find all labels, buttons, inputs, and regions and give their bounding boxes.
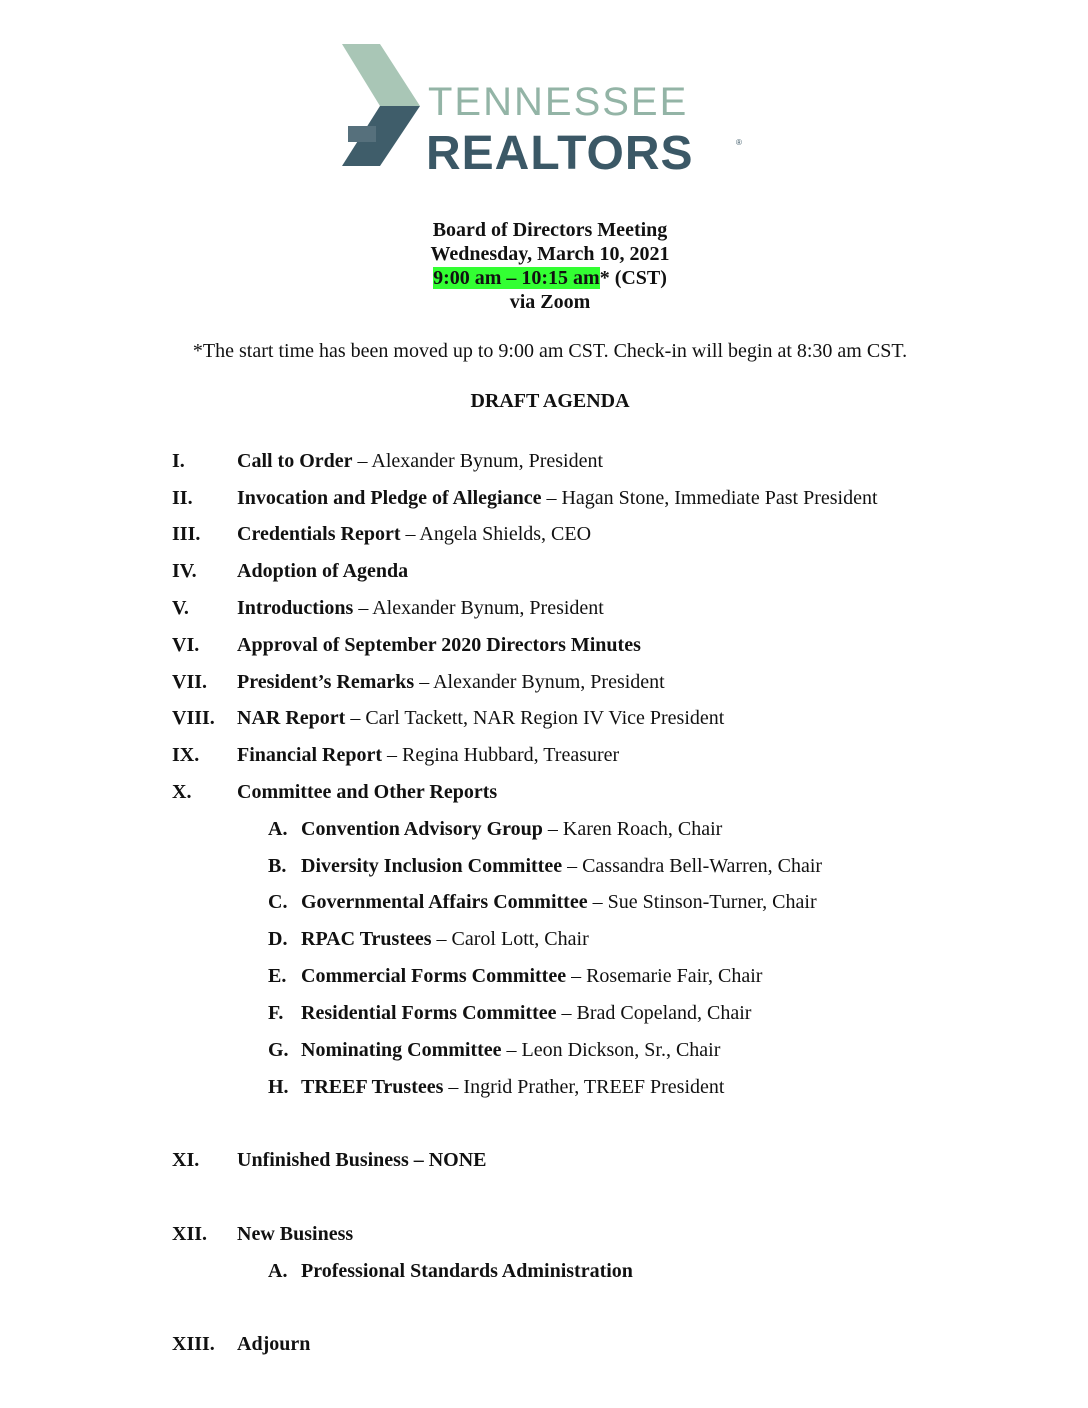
agenda-item-title: Introductions	[237, 597, 354, 619]
agenda-item-title: NAR Report	[237, 707, 346, 729]
agenda-item-title: Committee and Other Reports	[237, 781, 498, 803]
agenda-item-title: Adoption of Agenda	[237, 560, 409, 582]
subitem-letter: F.	[268, 1002, 284, 1024]
agenda-item-title: Financial Report	[237, 744, 382, 766]
agenda-item-detail: – Alexander Bynum, President	[352, 450, 604, 472]
agenda-title: DRAFT AGENDA	[470, 390, 630, 412]
subitem-title: RPAC Trustees	[301, 928, 432, 950]
subitem-detail: – Sue Stinson-Turner, Chair	[587, 891, 817, 913]
agenda-item-detail: – Regina Hubbard, Treasurer	[382, 744, 620, 766]
agenda-item-title: President’s Remarks	[237, 671, 415, 693]
meeting-header	[0, 218, 1088, 314]
agenda-item-detail: – Angela Shields, CEO	[400, 523, 592, 545]
subitem-letter: D.	[268, 928, 288, 950]
subitem-detail: – Brad Copeland, Chair	[556, 1002, 752, 1024]
agenda-item-number: XI.	[172, 1149, 200, 1171]
meeting-title: Board of Directors Meeting	[432, 219, 668, 241]
subitem-title: Convention Advisory Group	[301, 818, 543, 840]
subitem-title: Professional Standards Administration	[301, 1260, 633, 1282]
subitem-detail: – Leon Dickson, Sr., Chair	[501, 1039, 721, 1061]
subitem-title: TREEF Trustees	[301, 1076, 444, 1098]
meeting-time-suffix: * (CST)	[599, 267, 667, 289]
agenda-item-number: V.	[172, 597, 189, 619]
subitem-title: Nominating Committee	[301, 1039, 502, 1061]
meeting-time-highlight: 9:00 am – 10:15 am	[433, 267, 600, 289]
subitem-detail: – Ingrid Prather, TREEF President	[443, 1076, 725, 1098]
agenda-item-number: VI.	[172, 634, 200, 656]
logo-text-realtors: REALTORS	[426, 127, 694, 180]
subitem-detail: – Rosemarie Fair, Chair	[566, 965, 763, 987]
agenda-item-number: I.	[172, 450, 185, 472]
subitem-title: Commercial Forms Committee	[301, 965, 567, 987]
agenda-item-title: Approval of September 2020 Directors Minutes	[237, 634, 641, 656]
agenda-item-title: Adjourn	[237, 1333, 311, 1355]
agenda-item-detail: – Alexander Bynum, President	[414, 671, 665, 693]
agenda-item-number: IX.	[172, 744, 200, 766]
subitem-detail: – Carol Lott, Chair	[431, 928, 589, 950]
agenda-item-number: VIII.	[172, 707, 215, 729]
logo-text-tennessee: TENNESSEE	[428, 80, 689, 124]
subitem-letter: C.	[268, 891, 288, 913]
agenda-item-title: New Business	[237, 1223, 354, 1245]
subitem-letter: H.	[268, 1076, 289, 1098]
agenda-item-detail: – Carl Tackett, NAR Region IV Vice President	[345, 707, 725, 729]
agenda-item-title: Call to Order	[237, 450, 353, 472]
subitem-title: Residential Forms Committee	[301, 1002, 557, 1024]
subitem-letter: A.	[268, 818, 288, 840]
agenda-item-number: VII.	[172, 671, 208, 693]
subitem-detail: – Karen Roach, Chair	[542, 818, 723, 840]
agenda-item-number: XII.	[172, 1223, 208, 1245]
agenda-item-number: II.	[172, 487, 193, 509]
start-time-note: *The start time has been moved up to 9:00 am CST. Check-in will begin at 8:30 am CST.	[192, 340, 908, 362]
subitem-letter: E.	[268, 965, 287, 987]
agenda-item-number: IV.	[172, 560, 197, 582]
meeting-location: via Zoom	[509, 291, 591, 313]
subitem-title: Governmental Affairs Committee	[301, 891, 588, 913]
agenda-item-number: XIII.	[172, 1333, 215, 1355]
subitem-title: Diversity Inclusion Committee	[301, 855, 563, 877]
agenda-item-detail: – Hagan Stone, Immediate Past President	[541, 487, 878, 509]
meeting-date: Wednesday, March 10, 2021	[430, 243, 670, 265]
agenda-item-number: III.	[172, 523, 201, 545]
subitem-letter: G.	[268, 1039, 289, 1061]
subitem-letter: A.	[268, 1260, 288, 1282]
subitem-detail: – Cassandra Bell-Warren, Chair	[562, 855, 823, 877]
logo-arrow-icon	[338, 42, 428, 168]
meeting-time	[0, 266, 1088, 290]
agenda-item-title: Invocation and Pledge of Allegiance	[237, 487, 542, 509]
agenda-item-title: Credentials Report	[237, 523, 401, 545]
agenda-item-detail: – Alexander Bynum, President	[353, 597, 604, 619]
agenda-item-title: Unfinished Business – NONE	[237, 1149, 487, 1171]
tennessee-realtors-logo	[338, 42, 748, 184]
registered-mark: ®	[736, 138, 742, 147]
subitem-letter: B.	[268, 855, 287, 877]
agenda-item-number: X.	[172, 781, 192, 803]
